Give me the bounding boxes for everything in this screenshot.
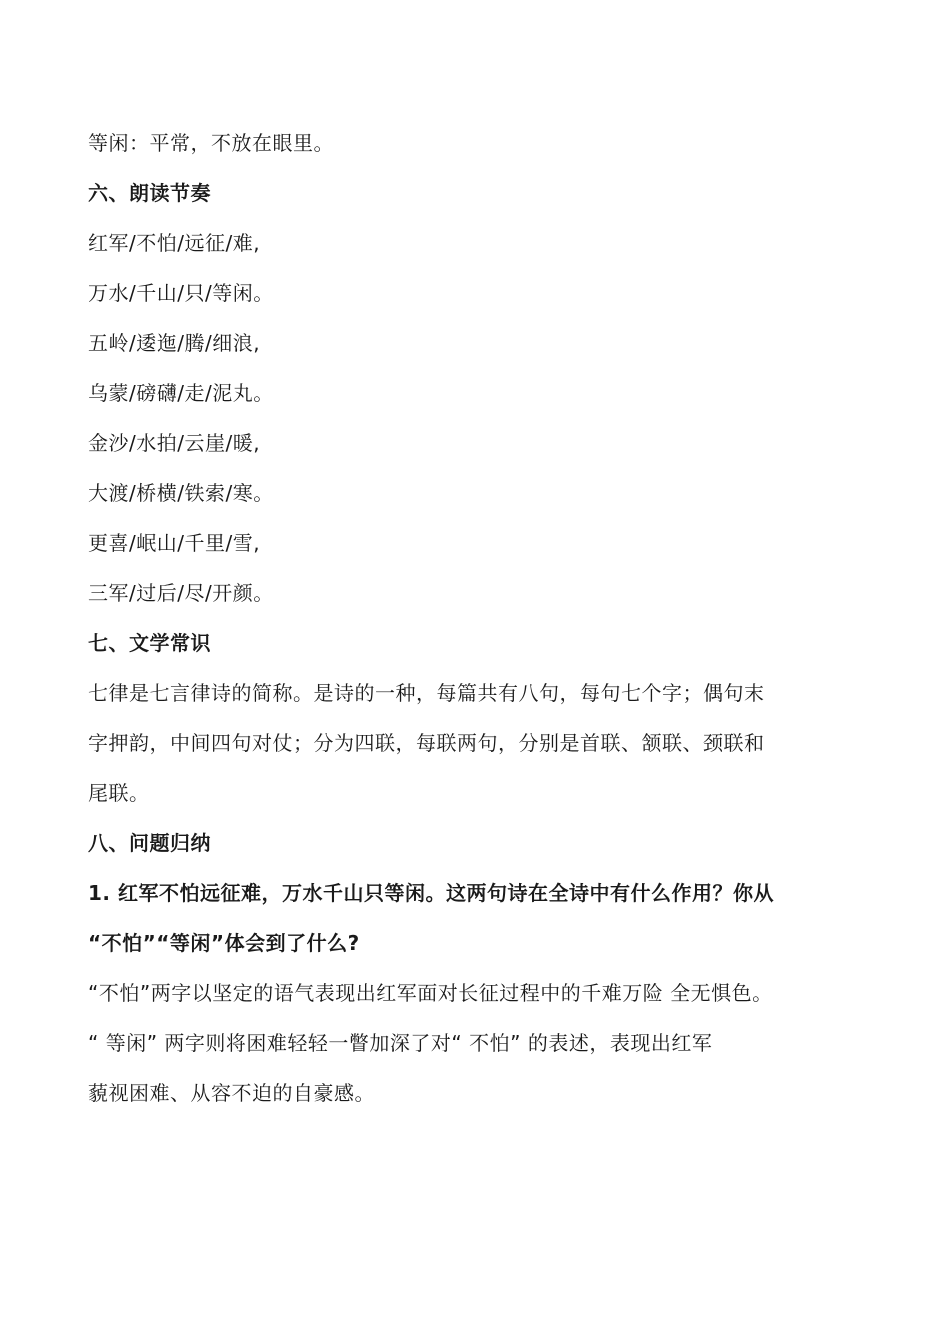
section-heading-question-summary: 八、问题归纳 xyxy=(88,831,211,855)
poem-line: 更喜/岷山/千里/雪, xyxy=(88,531,261,555)
poem-line: 万水/千山/只/等闲。 xyxy=(88,281,274,305)
question-line: “不怕”“等闲”体会到了什么? xyxy=(88,931,360,955)
paragraph-line: 尾联。 xyxy=(88,781,150,805)
section-heading-reading-rhythm: 六、朗读节奏 xyxy=(88,181,211,205)
poem-line: 大渡/桥横/铁索/寒。 xyxy=(88,481,274,505)
answer-line: 藐视困难、从容不迫的自豪感。 xyxy=(88,1081,375,1105)
section-heading-literary-knowledge: 七、文学常识 xyxy=(88,631,211,655)
paragraph-line: 字押韵，中间四句对仗；分为四联，每联两句，分别是首联、颔联、颈联和 xyxy=(88,731,765,755)
poem-line: 金沙/水拍/云崖/暖, xyxy=(88,431,261,455)
question-line: 1. 红军不怕远征难，万水千山只等闲。这两句诗在全诗中有什么作用？你从 xyxy=(88,881,774,905)
definition-line: 等闲：平常，不放在眼里。 xyxy=(88,131,334,155)
poem-line: 乌蒙/磅礴/走/泥丸。 xyxy=(88,381,274,405)
poem-line: 红军/不怕/远征/难, xyxy=(88,231,261,255)
answer-line: “ 等闲” 两字则将困难轻轻一瞥加深了对“ 不怕” 的表述，表现出红军 xyxy=(88,1031,713,1055)
paragraph-line: 七律是七言律诗的简称。是诗的一种，每篇共有八句，每句七个字；偶句末 xyxy=(88,681,765,705)
poem-line: 三军/过后/尽/开颜。 xyxy=(88,581,274,605)
poem-line: 五岭/逶迤/腾/细浪, xyxy=(88,331,261,355)
document-page xyxy=(88,118,878,1118)
answer-line: “不怕”两字以坚定的语气表现出红军面对长征过程中的千难万险 全无惧色。 xyxy=(88,981,773,1005)
